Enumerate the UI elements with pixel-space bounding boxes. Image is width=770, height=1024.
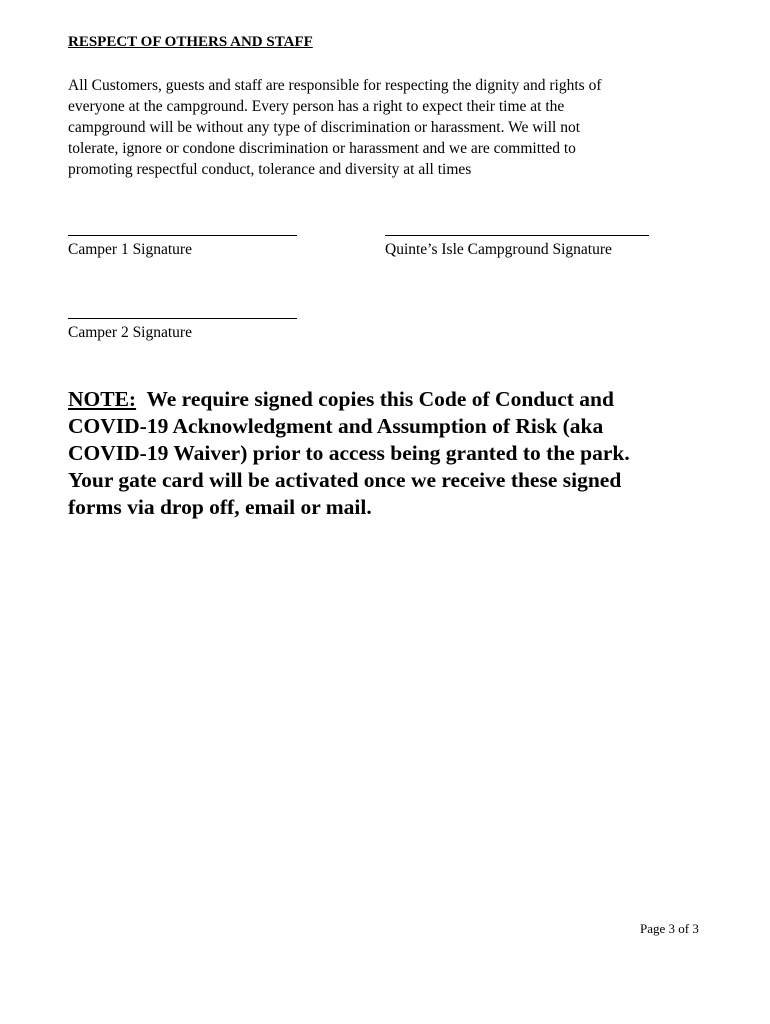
camper1-signature-label: Camper 1 Signature xyxy=(68,241,192,258)
note-line: COVID-19 Waiver) prior to access being granted to the park. xyxy=(68,441,630,465)
note-label: NOTE: xyxy=(68,387,137,411)
note-line: COVID-19 Acknowledgment and Assumption of Risk (aka xyxy=(68,414,604,438)
paragraph-line: promoting respectful conduct, tolerance and diversity at all times xyxy=(68,161,472,178)
section-heading: RESPECT OF OTHERS AND STAFF xyxy=(68,34,313,50)
camper2-signature-line[interactable] xyxy=(68,318,297,320)
respect-paragraph xyxy=(68,75,708,180)
paragraph-line: All Customers, guests and staff are responsible for respecting the dignity and rights of xyxy=(68,77,602,94)
paragraph-line: tolerate, ignore or condone discrimination or harassment and we are committed to xyxy=(68,140,576,157)
campground-signature-line[interactable] xyxy=(385,235,649,237)
paragraph-line: campground will be without any type of discrimination or harassment. We will not xyxy=(68,119,581,136)
campground-signature-label: Quinte’s Isle Campground Signature xyxy=(385,241,612,258)
note-block xyxy=(68,386,708,521)
camper1-signature-line[interactable] xyxy=(68,235,297,237)
note-line: Your gate card will be activated once we receive these signed xyxy=(68,468,622,492)
paragraph-line: everyone at the campground. Every person has a right to expect their time at the xyxy=(68,98,565,115)
note-first-line-text: We require signed copies this Code of Conduct and xyxy=(136,387,614,411)
camper2-signature-label: Camper 2 Signature xyxy=(68,324,192,341)
note-line: forms via drop off, email or mail. xyxy=(68,495,372,519)
note-line xyxy=(68,386,708,413)
page-number: Page 3 of 3 xyxy=(640,921,699,936)
